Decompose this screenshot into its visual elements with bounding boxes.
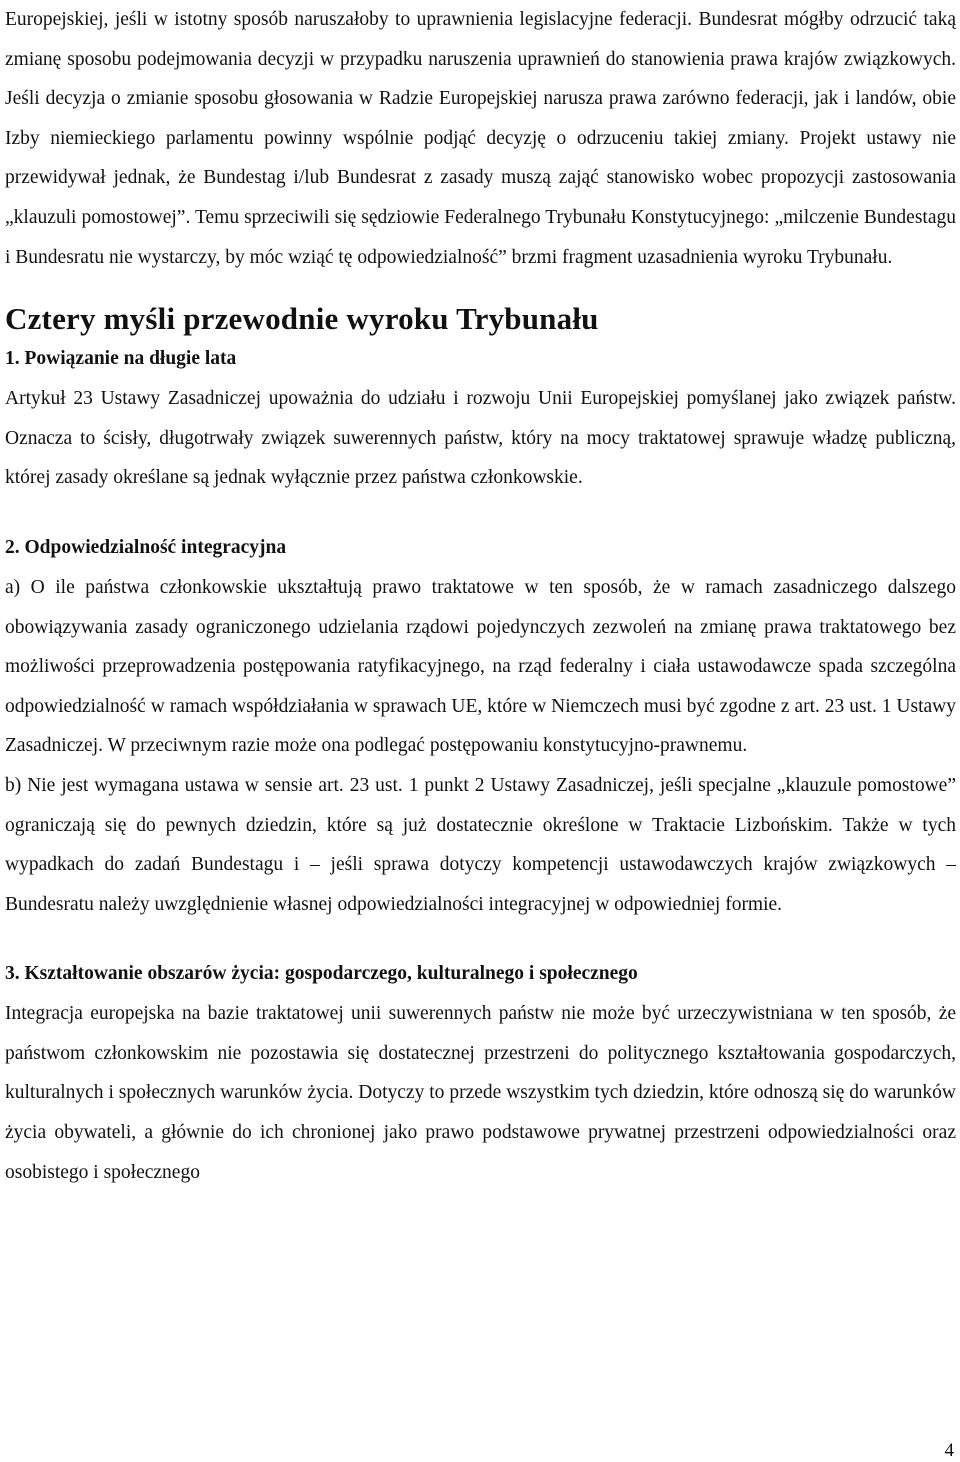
page-number: 4 — [944, 1440, 954, 1461]
section-2-title: 2. Odpowiedzialność integracyjna — [5, 536, 287, 558]
section-3-paragraph: Integracja europejska na bazie traktatowej unii suwerennych państw nie może być urzeczywistniana w ten sposób, że państwom członkowskim nie pozostawia się dostatecznej przestrzeni do politycznego kształtowania gospodarczych, kulturalnych i społecznych warunków życia. Dotyczy to przede wszystkim tych dziedzin, które odnoszą się do warunków życia obywateli, a głównie do ich chronionej jako prawo podstawowe prywatnej przestrzeni odpowiedzialności oraz osobistego i społecznego — [5, 1003, 956, 1183]
document-page — [5, 0, 956, 1192]
section-3-title: 3. Kształtowanie obszarów życia: gospodarczego, kulturalnego i społecznego — [5, 963, 638, 985]
main-heading: Cztery myśli przewodnie wyroku Trybunału — [5, 301, 599, 337]
section-2-paragraph-a: a) O ile państwa członkowskie ukształtują prawo traktatowe w ten sposób, że w ramach zasadniczego dalszego obowiązywania zasady ograniczonego udzielania rządowi pojedynczych zezwoleń na zmianę prawa traktatowego bez możliwości przeprowadzenia postępowania ratyfikacyjnego, na rząd federalny i ciała ustawodawcze spada szczególna odpowiedzialność w ramach współdziałania w sprawach UE, które w Niemczech musi być zgodne z art. 23 ust. 1 Ustawy Zasadniczej. W przeciwnym razie może ona podlegać postępowaniu konstytucyjno-prawnemu. — [5, 576, 956, 757]
section-1-title: 1. Powiązanie na długie lata — [5, 348, 237, 370]
intro-paragraph: Europejskiej, jeśli w istotny sposób naruszałoby to uprawnienia legislacyjne federacji. Bundesrat mógłby odrzucić taką zmianę sposobu podejmowania decyzji w przypadku naruszenia uprawnień do stanowienia prawa krajów związkowych. Jeśli decyzja o zmianie sposobu głosowania w Radzie Europejskiej narusza prawa zarówno federacji, jak i landów, obie Izby niemieckiego parlamentu powinny wspólnie podjąć decyzję o odrzuceniu takiej zmiany. Projekt ustawy nie przewidywał jednak, że Bundestag i/lub Bundesrat z zasady muszą zająć stanowisko wobec propozycji zastosowania „klauzuli pomostowej”. Temu sprzeciwili się sędziowie Federalnego Trybunału Konstytucyjnego: „milczenie Bundestagu i Bundesratu nie wystarczy, by móc wziąć tę odpowiedzialność” brzmi fragment uzasadnienia wyroku Trybunału. — [5, 9, 956, 268]
section-2-paragraph-b: b) Nie jest wymagana ustawa w sensie art. 23 ust. 1 punkt 2 Ustawy Zasadniczej, jeśli specjalne „klauzule pomostowe” ograniczają się do pewnych dziedzin, które są już dostatecznie określone w Traktacie Lizbońskim. Także w tych wypadkach do zadań Bundestagu i – jeśli sprawa dotyczy kompetencji ustawodawczych krajów związkowych – Bundesratu należy uwzględnienie własnej odpowiedzialności integracyjnej w odpowiedniej formie. — [5, 774, 956, 915]
section-1-paragraph: Artykuł 23 Ustawy Zasadniczej upoważnia do udziału i rozwoju Unii Europejskiej pomyślanej jako związek państw. Oznacza to ścisły, długotrwały związek suwerennych państw, który na mocy traktatowej sprawuje władzę publiczną, której zasady określane są jednak wyłącznie przez państwa członkowskie. — [5, 388, 956, 489]
